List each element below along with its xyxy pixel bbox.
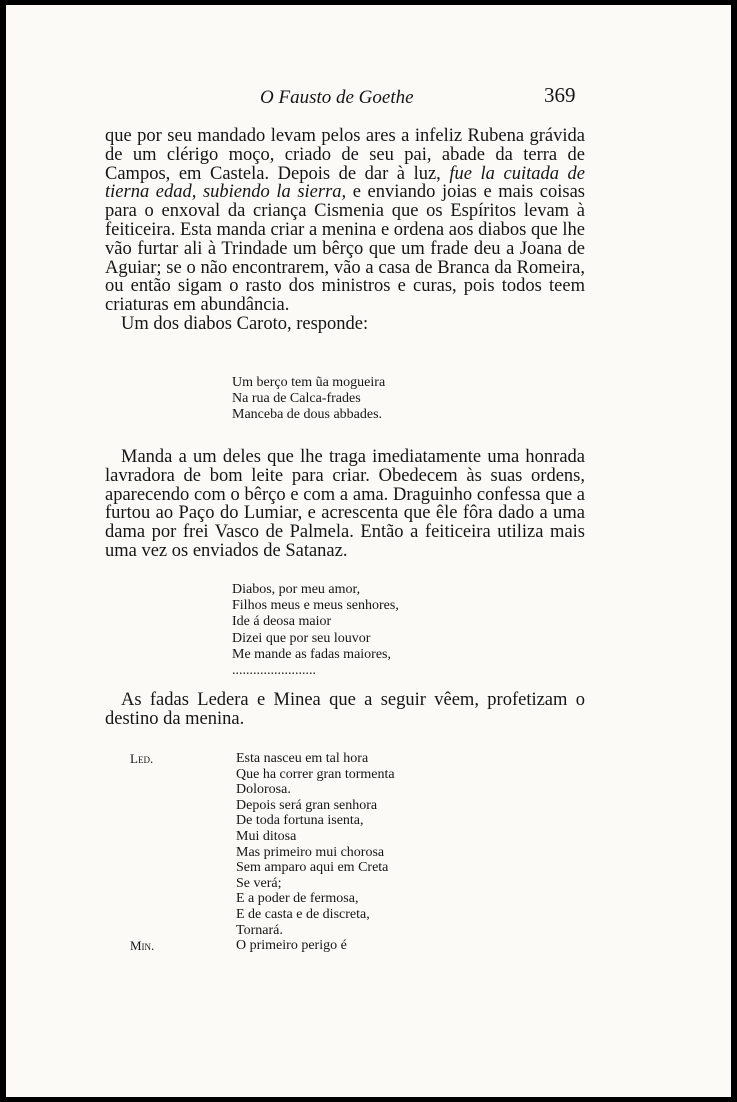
dialogue-block — [130, 751, 550, 954]
verse-line: Ide á deosa maior — [232, 614, 332, 630]
speech-lines — [236, 751, 550, 938]
speech-line: De toda fortuna isenta, — [236, 813, 364, 829]
paragraph-fadas — [105, 691, 585, 729]
verse-block-1 — [232, 375, 385, 424]
speech-lines — [236, 938, 550, 954]
speech-line: Depois será gran senhora — [236, 797, 378, 813]
page-header — [6, 79, 731, 109]
speech-line: Esta nasceu em tal hora — [236, 751, 369, 766]
speech-line: E a poder de fermosa, — [236, 891, 359, 907]
speech-line: Dolorosa. — [236, 782, 291, 798]
paragraph-text: As fadas Ledera e Minea que a seguir vêem, profetizam o destino da menina. — [105, 690, 585, 729]
verse-line: Na rua de Calca-frades — [232, 391, 361, 407]
speaker-label: Min. — [130, 938, 155, 954]
speaker-label: Led. — [130, 751, 154, 766]
paragraph-italic-quote: fue la cuitada de tierna edad, subiendo la sierra, — [105, 163, 586, 203]
speech-line: Mui ditosa — [236, 828, 297, 844]
speech-ledera — [130, 751, 550, 938]
verse-ellipsis: ........................ — [232, 663, 316, 679]
paragraph-text: que por seu mandado levam pelos ares a infeliz Rubena grávida de um clérigo moço, criado de seu pai, abade da terra de Campos, em Castela. Depois de dar à luz, — [105, 126, 585, 184]
verse-line: Manceba de dous abbades. — [232, 407, 383, 423]
verse-line: Um berço tem ũa mogueira — [232, 375, 386, 390]
paragraph-lavradora — [105, 448, 585, 561]
paragraph-text: Manda a um deles que lhe traga imediatamente uma honrada lavradora de bom leite para criar. Obedecem às suas ordens, aparecendo com o bêrço e com a ama. Draguinho confessa que a furtou ao Paço do Lumiar, e acrescenta que êle fôra dado a uma dama por frei Vasco de Palmela. Então a feiticeira utiliza mais uma vez os enviados de Satanaz. — [105, 447, 585, 561]
paragraph-caroto: Um dos diabos Caroto, responde: — [121, 313, 369, 334]
speech-line: Mas primeiro mui chorosa — [236, 844, 385, 860]
book-page — [6, 5, 731, 1097]
verse-line: Me mande as fadas maiores, — [232, 646, 391, 662]
speech-line: Sem amparo aqui em Creta — [236, 860, 389, 876]
speech-line: E de casta e de discreta, — [236, 906, 370, 922]
verse-block-2 — [232, 582, 399, 679]
speech-minea — [130, 938, 550, 954]
speech-line: Se verá; — [236, 875, 282, 891]
speech-line: Tornará. — [236, 922, 283, 938]
page-number: 369 — [544, 83, 576, 107]
paragraph-text: e enviando joias e mais coisas para o enxoval da criança Cismenia que os Espíritos levam à feiticeira. Esta manda criar a menina e ordena aos diabos que lhe vão furtar ali à Trindade um bêrço que um frade deu a Joana de Aguiar; se o não encontrarem, vão a casa de Branca da Romeira, ou então sigam o rasto dos ministros e curas, pois todos teem criaturas em abundância. — [105, 182, 586, 316]
verse-line: Filhos meus e meus senhores, — [232, 598, 399, 614]
paragraph-rubena — [105, 127, 585, 334]
verse-line: Diabos, por meu amor, — [232, 582, 361, 597]
verse-line: Dizei que por seu louvor — [232, 630, 371, 646]
speech-line: Que ha correr gran tormenta — [236, 766, 395, 782]
speech-line: O primeiro perigo é — [236, 938, 347, 954]
running-title: O Fausto de Goethe — [260, 87, 414, 108]
